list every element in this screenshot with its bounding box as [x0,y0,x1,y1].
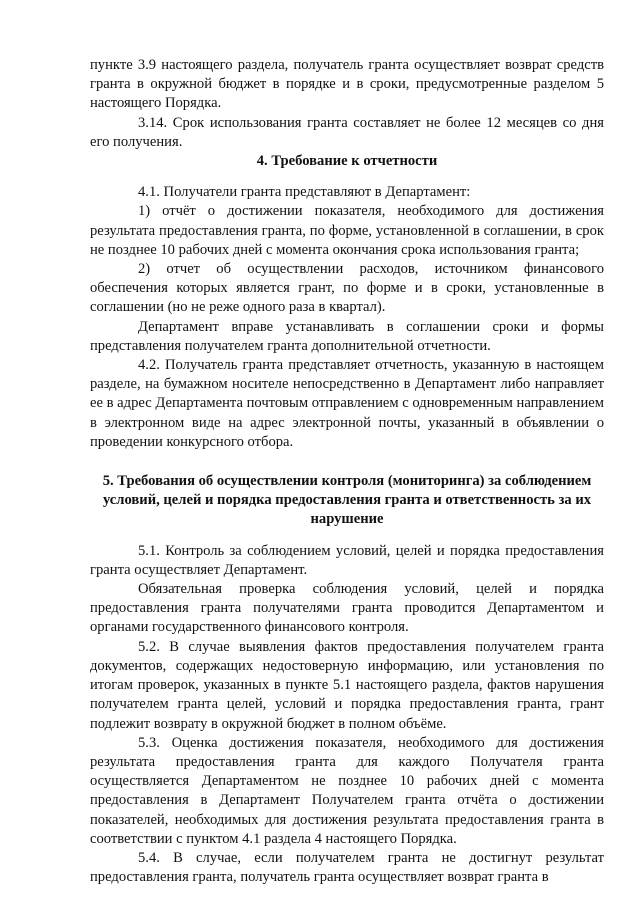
paragraph-mandatory-check: Обязательная проверка соблюдения условий, целей и порядка предоставления гранта получателями гранта проводится Департаментом и органами государственного финансового контроля. [90,581,604,636]
spacer [90,452,604,472]
paragraph-5-4: 5.4. В случае, если получателем гранта не достигнут результат предоставления гранта, получатель гранта осуществляет возврат гранта в [90,849,604,886]
paragraph-4-1-item-1: 1) отчёт о достижении показателя, необходимого для достижения результата предоставления гранта, по форме, установленной в соглашении, в срок не позднее 10 рабочих дней с момента окончания срока использования гранта; [90,203,604,258]
section-4-title: 4. Требование к отчетности [256,153,438,170]
spacer [90,171,604,183]
section-5-title: 5. Требования об осуществлении контроля (мониторинга) за соблюдением условий, целей и порядка предоставления гранта и ответственность за их нарушение [102,473,592,528]
paragraph-4-1: 4.1. Получатели гранта представляют в Департамент: [138,184,471,201]
paragraph-5-2: 5.2. В случае выявления фактов предоставления получателем гранта документов, содержащих недостоверную информацию, или установления по итогам проверок, указанных в пункте 5.1 настоящего раздела, фактов нарушения получателем гранта целей, условий и порядка предоставления гранта, грант подлежит возврату в окружной бюджет в полном объёме. [90,638,604,732]
paragraph-5-1: 5.1. Контроль за соблюдением условий, целей и порядка предоставления гранта осуществляет Департамент. [90,542,604,578]
paragraph-department-right: Департамент вправе устанавливать в соглашении сроки и формы представления получателем гранта дополнительной отчетности. [90,318,604,354]
paragraph-3-14: 3.14. Срок использования гранта составляет не более 12 месяцев со дня его получения. [90,114,604,150]
paragraph-4-1-item-2: 2) отчет об осуществлении расходов, источником финансового обеспечения которых является грант, по форме и в сроки, установленные в соглашении (но не реже одного раза в квартал). [90,261,604,316]
spacer [90,530,604,542]
paragraph-5-3: 5.3. Оценка достижения показателя, необходимого для достижения результата предоставления гранта для каждого Получателя гранта осуществляется Департаментом не позднее 10 рабочих дней с момента предоставления в Департамент Получателем гранта отчёта о достижении показателей, необходимых для достижения результата предоставления гранта в соответствии с пунктом 4.1 раздела 4 настоящего Порядка. [90,734,604,847]
paragraph-4-2: 4.2. Получатель гранта представляет отчетность, указанную в настоящем разделе, на бумажном носителе непосредственно в Департамент либо направляет ее в адрес Департамента почтовым отправлением с одновременным направлением в электронном виде на адрес электронной почты, указанный в объявлении о проведении конкурсного отбора. [90,357,604,450]
paragraph-continuation: пункте 3.9 настоящего раздела, получатель гранта осуществляет возврат средств гранта в окружной бюджет в порядке и в сроки, предусмотренные разделом 5 настоящего Порядка. [90,57,604,112]
